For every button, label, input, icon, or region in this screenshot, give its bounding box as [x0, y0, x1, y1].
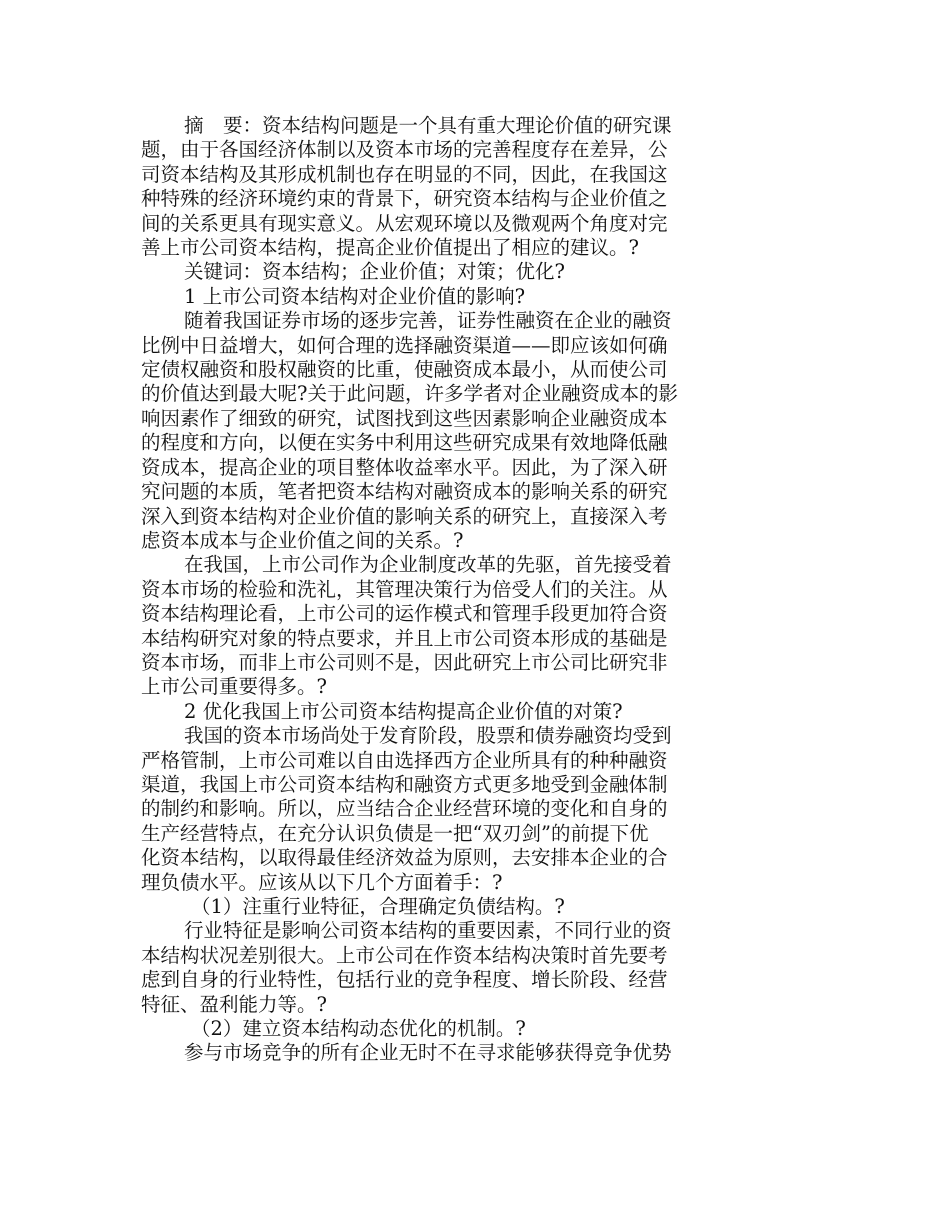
text-line: 资成本，提高企业的项目整体收益率水平。因此，为了深入研 [141, 455, 668, 479]
text-line: 参与市场竞争的所有企业无时不在寻求能够获得竞争优势 [184, 1041, 672, 1065]
text-line: 的程度和方向，以便在实务中利用这些研究成果有效地降低融 [141, 431, 668, 455]
paragraph-body-2 [141, 553, 741, 699]
text-line: 行业特征是影响公司资本结构的重要因素，不同行业的资 [184, 919, 672, 943]
text-line: 2 优化我国上市公司资本结构提高企业价值的对策? [184, 699, 623, 723]
paragraph-heading-2 [141, 700, 741, 724]
text-line: 题，由于各国经济体制以及资本市场的完善程度存在差异，公 [141, 138, 668, 162]
text-line: 严格管制，上市公司难以自由选择西方企业所具有的种种融资 [141, 748, 668, 772]
text-line: 善上市公司资本结构，提高企业价值提出了相应的建议。? [141, 236, 639, 260]
text-line: 生产经营特点，在充分认识负债是一把“双刃剑”的前提下优 [141, 821, 649, 845]
text-line: 随着我国证券市场的逐步完善，证券性融资在企业的融资 [184, 309, 672, 333]
text-line: 资本市场的检验和洗礼，其管理决策行为倍受人们的关注。从 [141, 577, 668, 601]
text-line: 摘 要：资本结构问题是一个具有重大理论价值的研究课 [184, 114, 672, 137]
paragraph-body-3 [141, 724, 741, 895]
paragraph-abstract [141, 114, 741, 260]
text-line: 虑资本成本与企业价值之间的关系。? [141, 528, 464, 552]
text-line: 理负债水平。应该从以下几个方面着手：? [141, 870, 503, 894]
text-line: 间的关系更具有现实意义。从宏观环境以及微观两个角度对完 [141, 211, 668, 235]
text-line: 上市公司重要得多。? [141, 675, 327, 699]
paragraph-subheading-2 [141, 1017, 741, 1041]
text-line: 种特殊的经济环境约束的背景下，研究资本结构与企业价值之 [141, 187, 668, 211]
text-line: 比例中日益增大，如何合理的选择融资渠道——即应该如何确 [141, 333, 668, 357]
text-line: （1）注重行业特征，合理确定负债结构。? [191, 895, 565, 918]
text-line: 1 上市公司资本结构对企业价值的影响? [184, 284, 526, 308]
text-line: 响因素作了细致的研究，试图找到这些因素影响企业融资成本 [141, 406, 668, 430]
text-line: 本结构研究对象的特点要求，并且上市公司资本形成的基础是 [141, 626, 668, 650]
text-line: 本结构状况差别很大。上市公司在作资本结构决策时首先要考 [141, 943, 668, 967]
text-line: 渠道，我国上市公司资本结构和融资方式更多地受到金融体制 [141, 772, 668, 796]
paragraph-body-1 [141, 309, 741, 553]
text-line: 资本市场，而非上市公司则不是，因此研究上市公司比研究非 [141, 650, 668, 674]
text-line: 资本结构理论看，上市公司的运作模式和管理手段更加符合资 [141, 602, 668, 626]
paragraph-heading-1 [141, 285, 741, 309]
text-line: （2）建立资本结构动态优化的机制。? [191, 1017, 526, 1041]
text-line: 定债权融资和股权融资的比重，使融资成本最小，从而使公司 [141, 358, 668, 382]
text-line: 我国的资本市场尚处于发育阶段，股票和债券融资均受到 [184, 724, 672, 748]
text-line: 关键词：资本结构；企业价值；对策；优化? [184, 260, 565, 284]
text-line: 化资本结构，以取得最佳经济效益为原则，去安排本企业的合 [141, 846, 668, 870]
paragraph-subheading-1 [141, 895, 741, 919]
document-body [141, 114, 741, 1066]
text-line: 深入到资本结构对企业价值的影响关系的研究上，直接深入考 [141, 504, 668, 528]
text-line: 虑到自身的行业特性，包括行业的竞争程度、增长阶段、经营 [141, 968, 668, 992]
paragraph-body-5 [141, 1041, 741, 1065]
text-line: 司资本结构及其形成机制也存在明显的不同，因此，在我国这 [141, 162, 668, 186]
paragraph-body-4 [141, 919, 741, 1017]
text-line: 究问题的本质，笔者把资本结构对融资成本的影响关系的研究 [141, 480, 668, 504]
text-line: 特征、盈利能力等。? [141, 992, 327, 1016]
paragraph-keywords [141, 260, 741, 284]
text-line: 的价值达到最大呢?关于此问题，许多学者对企业融资成本的影 [141, 382, 678, 406]
text-line: 在我国，上市公司作为企业制度改革的先驱，首先接受着 [184, 553, 672, 577]
text-line: 的制约和影响。所以，应当结合企业经营环境的变化和自身的 [141, 797, 668, 821]
